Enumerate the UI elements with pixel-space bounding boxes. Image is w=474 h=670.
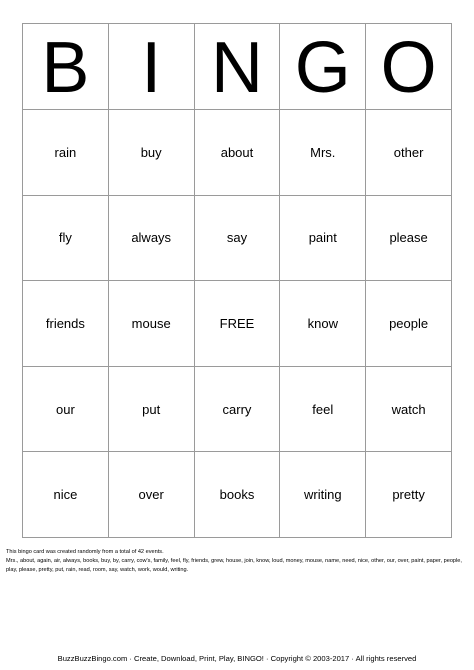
bingo-cell: people	[366, 281, 452, 367]
bingo-cell: friends	[23, 281, 109, 367]
header-letter-b: B	[23, 24, 109, 110]
bingo-cell: buy	[109, 110, 195, 196]
bingo-card	[22, 23, 452, 538]
bingo-cell: our	[23, 367, 109, 453]
event-count-text: This bingo card was created randomly from a total of 42 events.	[6, 549, 164, 555]
bingo-cell: over	[109, 452, 195, 538]
bingo-cell: other	[366, 110, 452, 196]
header-letter-n: N	[195, 24, 281, 110]
bingo-cell: mouse	[109, 281, 195, 367]
bingo-cell: books	[195, 452, 281, 538]
bingo-cell: nice	[23, 452, 109, 538]
bingo-cell: carry	[195, 367, 281, 453]
bingo-cell: feel	[280, 367, 366, 453]
bingo-cell: say	[195, 196, 281, 282]
bingo-cell: Mrs.	[280, 110, 366, 196]
free-space-cell: FREE	[195, 281, 281, 367]
bingo-cell: rain	[23, 110, 109, 196]
header-letter-i: I	[109, 24, 195, 110]
bingo-cell: writing	[280, 452, 366, 538]
bingo-cell: paint	[280, 196, 366, 282]
bingo-cell: always	[109, 196, 195, 282]
bingo-cell: know	[280, 281, 366, 367]
bingo-cell: fly	[23, 196, 109, 282]
bingo-cell: watch	[366, 367, 452, 453]
header-letter-g: G	[280, 24, 366, 110]
copyright-footer: BuzzBuzzBingo.com · Create, Download, Print, Play, BINGO! · Copyright © 2003-2017 · All rights reserved	[57, 654, 417, 663]
bingo-cell: put	[109, 367, 195, 453]
bingo-cell: about	[195, 110, 281, 196]
word-list-text: Mrs., about, again, air, always, books, buy, by, carry, cow's, family, feel, fly, friends, grew, house, join, know, loud, money, mouse, name, need, nice, other, our, over, paint, paper, people, play, please, pretty, put, rain, read, room, say, watch, work, would, writing.	[6, 558, 462, 573]
bingo-cell: pretty	[366, 452, 452, 538]
header-letter-o: O	[366, 24, 452, 110]
card-info-note	[6, 548, 468, 575]
bingo-cell: please	[366, 196, 452, 282]
